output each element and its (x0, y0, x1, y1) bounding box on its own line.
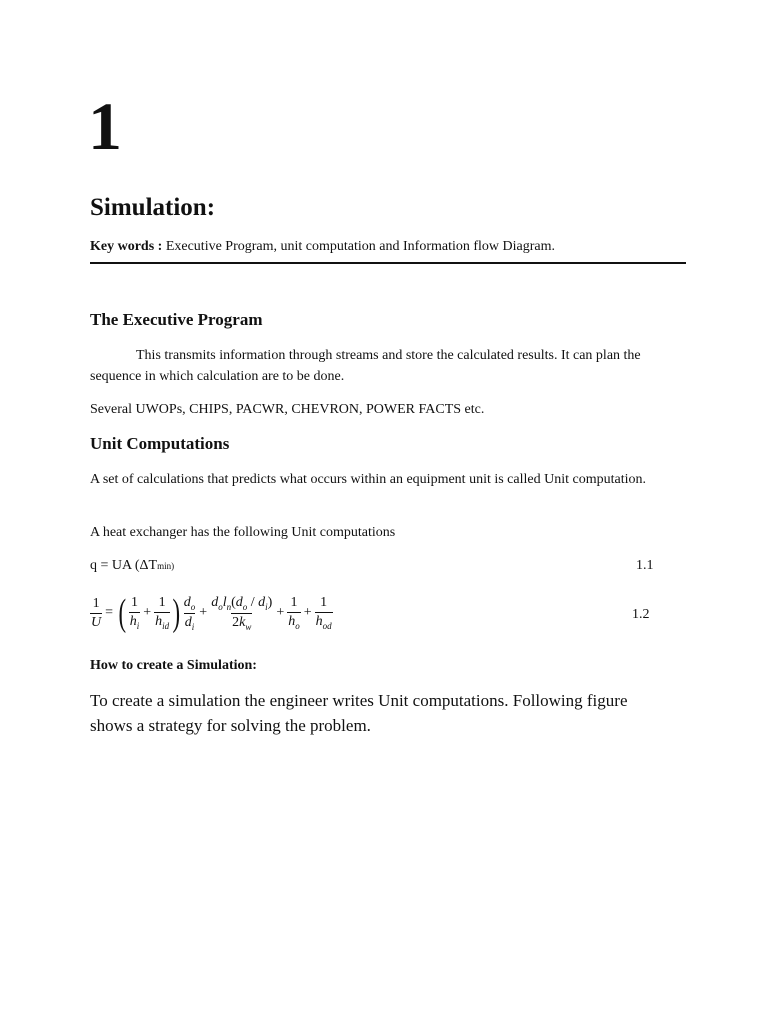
section-heading-howto: How to create a Simulation: (90, 658, 257, 673)
frac-log-term: $\frac{d_ol_n(d_o / d_i)}{2k_w}$ (211, 594, 273, 632)
frac-1-over-hod: $\frac{1}{h_{od}}$ (315, 595, 332, 631)
equation-1-1 (90, 558, 174, 574)
unit-paragraph-2: A heat exchanger has the following Unit computations (90, 525, 396, 540)
frac-1-over-hid: $\frac{1}{h_{id}}$ (155, 595, 170, 631)
chapter-title: Simulation: (90, 194, 216, 221)
header-divider (90, 262, 686, 264)
section-heading-unit: Unit Computations (90, 434, 230, 453)
keywords-line (90, 238, 555, 256)
equation-1-1-subscript: min) (157, 561, 175, 571)
keywords-text: Executive Program, unit computation and Information flow Diagram. (162, 239, 556, 254)
section-heading-executive: The Executive Program (90, 310, 263, 329)
frac-do-over-di: $\frac{d_o}{d_i}$ (183, 594, 196, 632)
chapter-number: 1 (88, 88, 122, 164)
howto-paragraph: To create a simulation the engineer writes Unit computations. Following figure shows a strategy for solving the problem. (90, 691, 628, 735)
frac-1-over-U: $\frac{1}{U}$ (91, 595, 102, 630)
unit-paragraph-1: A set of calculations that predicts what occurs within an equipment unit is called Unit computation. (90, 472, 646, 487)
executive-paragraph-2: Several UWOPs, CHIPS, PACWR, CHEVRON, POWER FACTS etc. (90, 402, 485, 417)
equation-1-2-number: 1.2 (632, 607, 650, 622)
equation-1-2: $\frac{1}{U}$ = ( $\frac{1}{h_i}$ + $\frac{1}{h_{id}}$ ) $\frac{d_o}{d_i}$ + $\frac{d_ol_n(d_o / d_i)}{2k_w}$ + $\frac{1}{h_o}$ + $\frac{1}{h_{od}}$ (91, 592, 332, 634)
equation-1-1-lhs: q = UA (ΔT (90, 558, 158, 573)
executive-paragraph-1: This transmits information through streams and store the calculated results. It can plan the sequence in which calculation are to be done. (90, 348, 641, 384)
frac-1-over-ho: $\frac{1}{h_o}$ (288, 595, 300, 631)
frac-1-over-hi: $\frac{1}{h_i}$ (129, 595, 140, 631)
equation-1-1-number: 1.1 (636, 558, 654, 573)
keywords-label: Key words : (90, 239, 163, 254)
